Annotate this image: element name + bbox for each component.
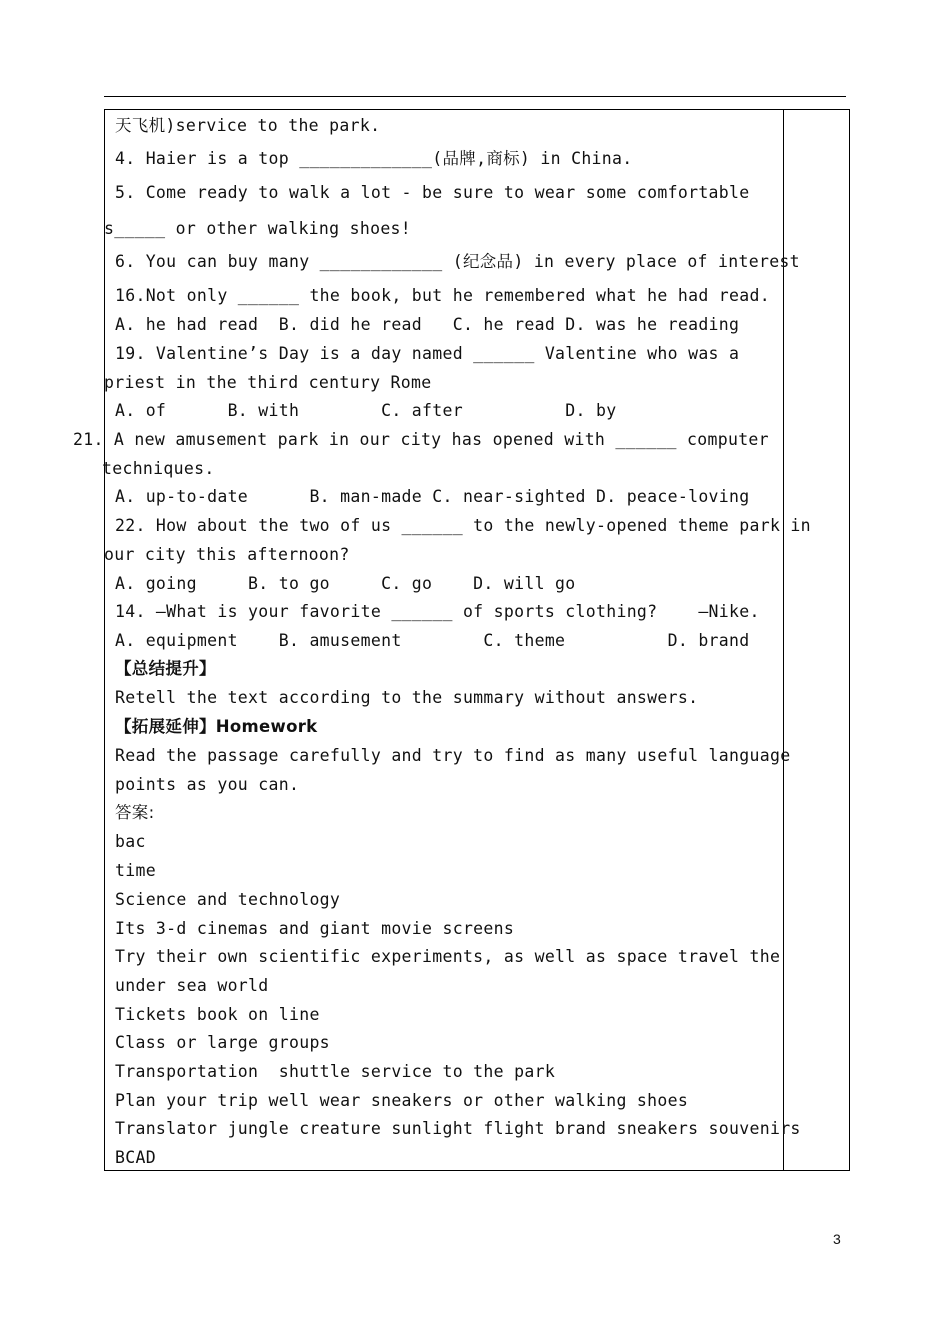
answer-line: Try their own scientific experiments, as well as space travel the bbox=[115, 947, 781, 966]
question-14: 14. —What is your favorite ______ of sports clothing? —Nike. bbox=[115, 602, 760, 621]
question-4: 4. Haier is a top _____________(品牌,商标) in China. bbox=[115, 149, 633, 168]
question-5: 5. Come ready to walk a lot - be sure to wear some comfortable bbox=[115, 183, 750, 202]
answer-line: Transportation shuttle service to the park bbox=[115, 1062, 556, 1081]
answer-line: Translator jungle creature sunlight flight brand sneakers souvenirs bbox=[115, 1119, 801, 1138]
question-22-options: A. going B. to go C. go D. will go bbox=[115, 574, 576, 593]
header-rule bbox=[104, 96, 846, 97]
answer-line: time bbox=[115, 861, 156, 880]
answer-line: under sea world bbox=[115, 976, 269, 995]
question-21-options: A. up-to-date B. man-made C. near-sighted D. peace-loving bbox=[115, 487, 750, 506]
question-19-options: A. of B. with C. after D. by bbox=[115, 401, 617, 420]
answer-line: bac bbox=[115, 832, 146, 851]
question-6: 6. You can buy many ____________ (纪念品) in every place of interest bbox=[115, 252, 800, 271]
question-19-continued: priest in the third century Rome bbox=[104, 373, 432, 392]
question-21: 21. A new amusement park in our city has opened with ______ computer bbox=[73, 430, 769, 449]
text-line-1: 天飞机)service to the park. bbox=[115, 116, 381, 135]
answer-line: Its 3-d cinemas and giant movie screens bbox=[115, 919, 515, 938]
question-5-continued: s_____ or other walking shoes! bbox=[104, 219, 412, 238]
answer-line: Plan your trip well wear sneakers or other walking shoes bbox=[115, 1091, 689, 1110]
answer-line: BCAD bbox=[115, 1148, 156, 1167]
answer-line: Science and technology bbox=[115, 890, 341, 909]
question-21-continued: techniques. bbox=[102, 459, 215, 478]
homework-text-continued: points as you can. bbox=[115, 775, 300, 794]
question-16: 16.Not only ______ the book, but he remembered what he had read. bbox=[115, 286, 770, 305]
question-16-options: A. he had read B. did he read C. he read D. was he reading bbox=[115, 315, 740, 334]
section-heading-summary: 【总结提升】 bbox=[115, 659, 216, 678]
question-22-continued: our city this afternoon? bbox=[104, 545, 350, 564]
homework-text: Read the passage carefully and try to find as many useful language bbox=[115, 746, 791, 765]
question-14-options: A. equipment B. amusement C. theme D. brand bbox=[115, 631, 750, 650]
summary-text: Retell the text according to the summary without answers. bbox=[115, 688, 699, 707]
section-heading-homework: 【拓展延伸】Homework bbox=[115, 717, 318, 736]
answers-label: 答案: bbox=[115, 803, 155, 822]
question-19: 19. Valentine’s Day is a day named ______ Valentine who was a bbox=[115, 344, 740, 363]
answer-line: Class or large groups bbox=[115, 1033, 330, 1052]
question-22: 22. How about the two of us ______ to the newly-opened theme park in bbox=[115, 516, 811, 535]
page-number: 3 bbox=[833, 1231, 841, 1247]
answer-line: Tickets book on line bbox=[115, 1005, 320, 1024]
